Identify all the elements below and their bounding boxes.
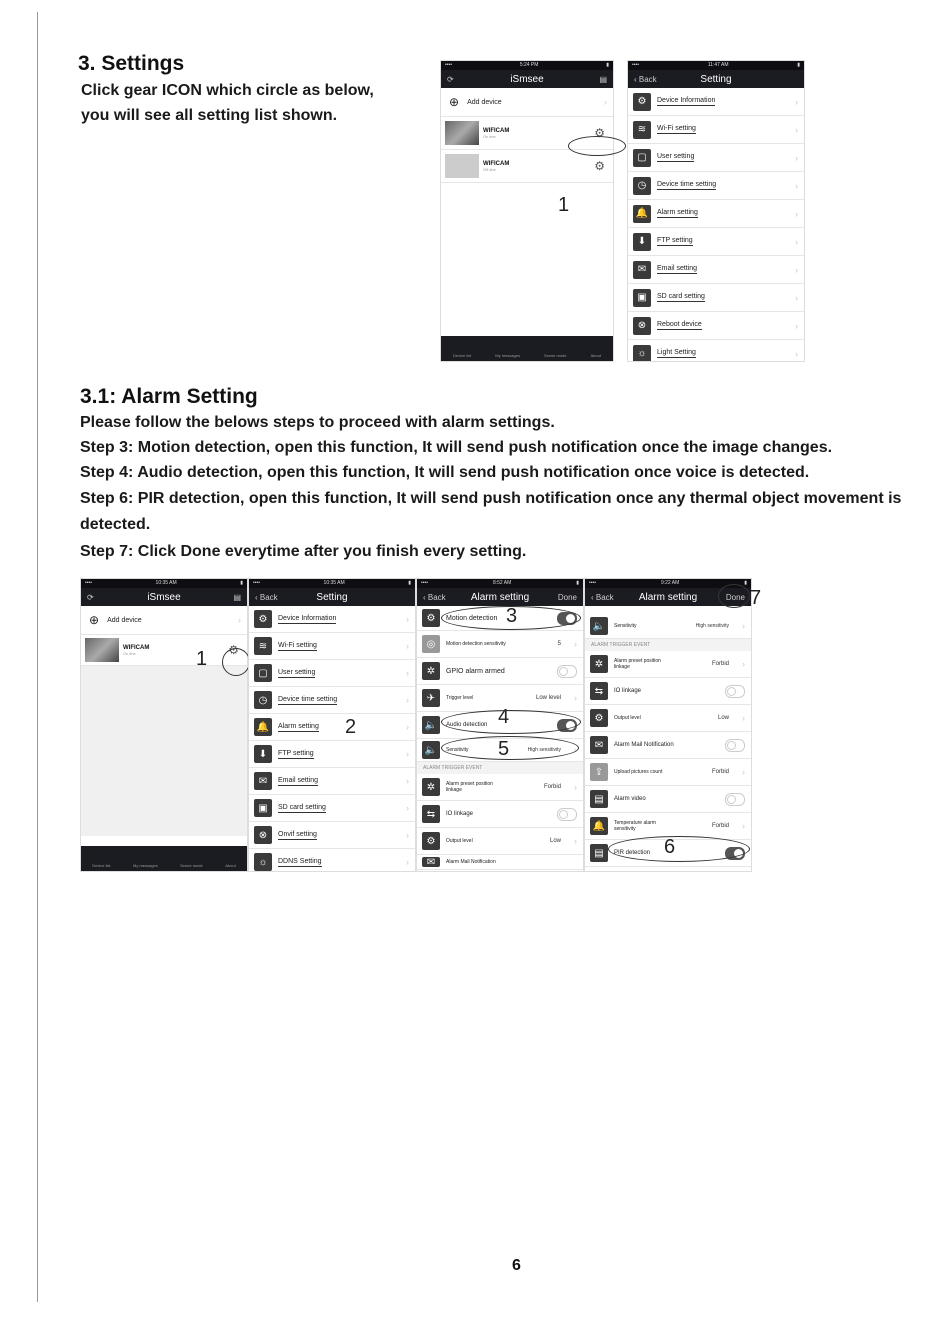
audio-detection-row[interactable]: 🔈 Audio detection bbox=[417, 712, 583, 739]
setting-item-label: Wi-Fi setting bbox=[657, 125, 696, 132]
setting-item-label: Reboot device bbox=[657, 321, 702, 328]
setting-item[interactable] bbox=[628, 256, 804, 284]
sensitivity-row[interactable]: 🔈 Sensitivity High sensitivity › bbox=[585, 614, 751, 639]
output-icon: ⚙ bbox=[590, 709, 608, 727]
chevron-right-icon: › bbox=[406, 749, 409, 759]
status-bar: •••• 11:47 AM ▮ bbox=[628, 61, 804, 70]
trigger-icon: ✈ bbox=[422, 689, 440, 707]
back-button[interactable]: ‹ Back bbox=[634, 74, 657, 84]
setting-item[interactable] bbox=[249, 660, 415, 687]
section-header: ALARM TRIGGER EVENT bbox=[585, 639, 751, 651]
nav-bar bbox=[249, 588, 415, 606]
setting-item-label: FTP setting bbox=[278, 749, 314, 757]
speaker-icon: 🔈 bbox=[422, 741, 440, 759]
setting-item[interactable] bbox=[628, 228, 804, 256]
camera-thumbnail bbox=[85, 638, 119, 662]
wifi-icon: ≋ bbox=[633, 121, 651, 139]
alarm-intro: Please follow the belows steps to proceed with alarm settings. bbox=[80, 414, 555, 431]
tab-messages[interactable]: My messages bbox=[495, 353, 520, 358]
setting-item[interactable] bbox=[249, 768, 415, 795]
refresh-icon[interactable]: ⟳ bbox=[87, 592, 94, 602]
setting-item-label: Device Information bbox=[278, 614, 337, 622]
back-button[interactable]: ‹ Back bbox=[591, 592, 614, 602]
setting-item-label: SD card setting bbox=[657, 293, 705, 300]
download-icon: ⬇ bbox=[633, 233, 651, 251]
alarm-step6a: Step 6: PIR detection, open this function, It will send push notification once any thermal object movement is bbox=[80, 490, 902, 507]
download-icon: ⬇ bbox=[254, 745, 272, 763]
chevron-right-icon: › bbox=[406, 830, 409, 840]
marker-2: 2 bbox=[345, 716, 357, 738]
chevron-right-icon: › bbox=[742, 821, 745, 831]
nav-title: iSmsee bbox=[510, 73, 544, 85]
setting-item[interactable] bbox=[249, 714, 415, 741]
empty-area bbox=[81, 666, 247, 836]
phone-alarm-setting-2 bbox=[584, 578, 752, 872]
alarm-step6b: detected. bbox=[80, 516, 151, 533]
chevron-right-icon: › bbox=[742, 767, 745, 777]
setting-item[interactable] bbox=[249, 633, 415, 660]
mail-toggle[interactable] bbox=[725, 739, 745, 752]
user-icon: ▢ bbox=[633, 149, 651, 167]
temperature-row[interactable]: 🔔 Temperature alarm sensitivity Forbid › bbox=[585, 813, 751, 840]
highlight-ellipse bbox=[222, 648, 250, 676]
chevron-right-icon: › bbox=[795, 264, 798, 275]
chevron-right-icon: › bbox=[406, 803, 409, 813]
chevron-right-icon: › bbox=[795, 152, 798, 163]
tab-about[interactable]: About bbox=[590, 353, 601, 358]
back-button[interactable]: ‹ Back bbox=[255, 592, 278, 602]
gear-icon: ⚙ bbox=[422, 609, 440, 627]
upload-icon: ⇪ bbox=[590, 763, 608, 781]
chevron-right-icon: › bbox=[406, 641, 409, 651]
chevron-right-icon: › bbox=[406, 695, 409, 705]
highlight-ellipse bbox=[608, 836, 750, 862]
setting-item[interactable] bbox=[628, 116, 804, 144]
setting-item-label: Device time setting bbox=[657, 181, 717, 188]
setting-item[interactable] bbox=[628, 284, 804, 312]
status-bar: •••• 10:35 AM ▮ bbox=[81, 579, 247, 588]
chevron-right-icon: › bbox=[574, 782, 577, 792]
nav-title: iSmsee bbox=[147, 591, 181, 603]
io-toggle[interactable] bbox=[557, 808, 577, 821]
add-device-row[interactable]: ⊕ Add device › bbox=[441, 88, 613, 117]
tab-messages[interactable]: My messages bbox=[133, 863, 158, 868]
nav-bar bbox=[628, 70, 804, 88]
alarm-heading: 3.1: Alarm Setting bbox=[80, 385, 258, 408]
chevron-right-icon: › bbox=[574, 836, 577, 846]
phone-device-list-bottom bbox=[80, 578, 248, 872]
mail-icon: ✉ bbox=[422, 857, 440, 867]
chevron-right-icon: › bbox=[795, 124, 798, 135]
light-icon: ☼ bbox=[254, 853, 272, 871]
setting-item-label: Alarm setting bbox=[657, 209, 698, 216]
clock-icon: ◷ bbox=[633, 177, 651, 195]
chevron-right-icon: › bbox=[406, 857, 409, 867]
preset-row[interactable]: ✲ Alarm preset position linkage Forbid › bbox=[417, 774, 583, 801]
setting-item[interactable] bbox=[249, 606, 415, 633]
chevron-right-icon: › bbox=[742, 659, 745, 669]
setting-item[interactable] bbox=[628, 88, 804, 116]
output-icon: ⚙ bbox=[422, 832, 440, 850]
chevron-right-icon: › bbox=[406, 668, 409, 678]
marker-3: 3 bbox=[506, 605, 518, 627]
add-icon: ⊕ bbox=[89, 613, 100, 627]
status-bar: •••• 8:52 AM ▮ bbox=[417, 579, 583, 588]
io-linkage-row[interactable]: ⇆ IO linkage bbox=[417, 801, 583, 828]
sd-card-icon: ▣ bbox=[254, 799, 272, 817]
sensitivity-row[interactable]: 🔈 Sensitivity High sensitivity › bbox=[417, 739, 583, 762]
setting-item[interactable] bbox=[628, 312, 804, 340]
setting-item-label: Onvif setting bbox=[278, 830, 317, 838]
chevron-right-icon: › bbox=[574, 693, 577, 703]
io-linkage-row[interactable]: ⇆ IO linkage bbox=[585, 678, 751, 705]
marker-5: 5 bbox=[498, 738, 510, 760]
light-icon: ☼ bbox=[633, 345, 651, 363]
nav-title: Setting bbox=[316, 591, 348, 603]
speaker-icon: 🔈 bbox=[422, 716, 440, 734]
chevron-right-icon: › bbox=[406, 776, 409, 786]
setting-item[interactable] bbox=[249, 687, 415, 714]
tab-bar bbox=[81, 846, 247, 871]
highlight-ellipse bbox=[441, 710, 581, 734]
output-level-row[interactable]: ⚙ Output level Low › bbox=[417, 828, 583, 855]
chevron-right-icon: › bbox=[238, 615, 241, 625]
setting-item[interactable] bbox=[249, 795, 415, 822]
nav-title: Setting bbox=[700, 73, 732, 85]
tab-about[interactable]: About bbox=[225, 863, 236, 868]
video-toggle[interactable] bbox=[725, 793, 745, 806]
phone-setting-list-bottom bbox=[248, 578, 416, 872]
chevron-right-icon: › bbox=[406, 722, 409, 732]
output-level-row[interactable]: ⚙ Output level Low › bbox=[585, 705, 751, 732]
trigger-level-row[interactable]: ✈ Trigger level Low level › bbox=[417, 685, 583, 712]
gpio-row[interactable]: ✲ GPIO alarm armed bbox=[417, 658, 583, 685]
temperature-icon: 🔔 bbox=[590, 817, 608, 835]
preset-icon: ✲ bbox=[590, 655, 608, 673]
sensitivity-icon: ◎ bbox=[422, 635, 440, 653]
clock-icon: ◷ bbox=[254, 691, 272, 709]
add-device-row[interactable]: ⊕ Add device › bbox=[81, 606, 247, 635]
nav-title: Alarm setting bbox=[638, 591, 698, 603]
done-button[interactable]: Done bbox=[725, 592, 745, 602]
motion-detection-row[interactable]: ⚙ Motion detection bbox=[417, 606, 583, 631]
bell-icon: 🔔 bbox=[254, 718, 272, 736]
chevron-right-icon: › bbox=[795, 236, 798, 247]
chevron-right-icon: › bbox=[795, 320, 798, 331]
settings-heading: 3. Settings bbox=[78, 52, 185, 75]
setting-item-label: DDNS Setting bbox=[278, 857, 322, 865]
chevron-right-icon: › bbox=[795, 348, 798, 359]
gpio-icon: ✲ bbox=[422, 662, 440, 680]
alarm-step4: Step 4: Audio detection, open this function, It will send push notification once voice is detected. bbox=[80, 464, 810, 481]
preset-icon: ✲ bbox=[422, 778, 440, 796]
marker-6: 6 bbox=[664, 836, 676, 858]
setting-item[interactable] bbox=[628, 144, 804, 172]
device-row[interactable]: WIFICAM Off-line ⚙ bbox=[441, 150, 613, 183]
setting-item-label: User setting bbox=[278, 668, 316, 676]
camera-thumbnail bbox=[445, 121, 479, 145]
margin-line bbox=[37, 12, 38, 1302]
settings-line2: you will see all setting list shown. bbox=[81, 107, 338, 124]
phone-setting-list-top bbox=[627, 60, 805, 362]
done-button[interactable]: Done bbox=[557, 592, 577, 602]
video-row[interactable]: ▤ Alarm video bbox=[585, 786, 751, 813]
motion-sensitivity-row[interactable]: ◎ Motion detection sensitivity 5 › bbox=[417, 631, 583, 658]
io-toggle[interactable] bbox=[725, 685, 745, 698]
setting-item[interactable] bbox=[249, 822, 415, 849]
chevron-right-icon: › bbox=[795, 180, 798, 191]
wifi-icon: ≋ bbox=[254, 637, 272, 655]
chevron-right-icon: › bbox=[795, 96, 798, 107]
mail-icon: ✉ bbox=[254, 772, 272, 790]
nav-bar bbox=[441, 70, 613, 88]
setting-item-label: FTP setting bbox=[657, 237, 693, 244]
phone-device-list-top bbox=[440, 60, 614, 362]
setting-item-label: Wi-Fi setting bbox=[278, 641, 317, 649]
chevron-right-icon: › bbox=[574, 639, 577, 649]
chevron-right-icon: › bbox=[795, 292, 798, 303]
sd-card-icon: ▣ bbox=[633, 289, 651, 307]
gear-icon[interactable]: ⚙ bbox=[594, 126, 605, 140]
menu-icon[interactable]: ▤ bbox=[599, 74, 607, 84]
setting-item-label: Alarm setting bbox=[278, 722, 319, 730]
setting-item-label: SD card setting bbox=[278, 803, 326, 811]
chevron-right-icon: › bbox=[742, 713, 745, 723]
chevron-right-icon: › bbox=[795, 208, 798, 219]
tab-bar bbox=[441, 336, 613, 361]
settings-line1: Click gear ICON which circle as below, bbox=[81, 82, 374, 99]
setting-item-label: Device time setting bbox=[278, 695, 338, 703]
nav-bar bbox=[81, 588, 247, 606]
add-icon: ⊕ bbox=[449, 95, 460, 109]
device-row[interactable]: WIFICAM On line ⚙ bbox=[81, 635, 247, 666]
marker-1: 1 bbox=[558, 194, 570, 216]
alarm-step3: Step 3: Motion detection, open this function, It will send push notification once the image changes. bbox=[80, 439, 833, 456]
menu-icon[interactable]: ▤ bbox=[233, 592, 241, 602]
mail-icon: ✉ bbox=[633, 261, 651, 279]
bell-icon: 🔔 bbox=[633, 205, 651, 223]
speaker-icon: 🔈 bbox=[590, 617, 608, 635]
io-icon: ⇆ bbox=[422, 805, 440, 823]
nav-bar bbox=[417, 588, 583, 606]
chevron-right-icon: › bbox=[604, 97, 607, 107]
camera-thumbnail bbox=[445, 154, 479, 178]
status-bar: •••• 10:35 AM ▮ bbox=[249, 579, 415, 588]
back-button[interactable]: ‹ Back bbox=[423, 592, 446, 602]
user-icon: ▢ bbox=[254, 664, 272, 682]
setting-item-label: Email setting bbox=[278, 776, 319, 784]
setting-item[interactable] bbox=[249, 741, 415, 768]
setting-item-label: Email setting bbox=[657, 265, 698, 272]
gear-icon: ⚙ bbox=[633, 93, 651, 111]
marker-7: 7 bbox=[750, 587, 762, 609]
gpio-toggle[interactable] bbox=[557, 665, 577, 678]
highlight-ellipse bbox=[441, 736, 579, 760]
device-row[interactable]: WIFICAM On line ⚙ bbox=[441, 117, 613, 150]
tab-scene[interactable]: Scene mode bbox=[544, 353, 567, 358]
alarm-step7: Step 7: Click Done everytime after you finish every setting. bbox=[80, 543, 527, 560]
tab-device-list[interactable]: Device list bbox=[92, 863, 111, 868]
gear-icon[interactable]: ⚙ bbox=[594, 159, 605, 173]
status-bar: •••• 9:22 AM ▮ bbox=[585, 579, 751, 588]
io-icon: ⇆ bbox=[590, 682, 608, 700]
pir-row[interactable]: ▤ PIR detection bbox=[585, 840, 751, 867]
refresh-icon[interactable]: ⟳ bbox=[447, 74, 454, 84]
reboot-icon: ⊗ bbox=[254, 826, 272, 844]
nav-title: Alarm setting bbox=[470, 591, 530, 603]
upload-row[interactable]: ⇪ Upload pictures count Forbid › bbox=[585, 759, 751, 786]
setting-item[interactable] bbox=[249, 849, 415, 872]
mail-row[interactable]: ✉ Alarm Mail Notification bbox=[585, 732, 751, 759]
setting-item-label: Device Information bbox=[657, 97, 716, 104]
setting-item[interactable] bbox=[628, 172, 804, 200]
gear-icon: ⚙ bbox=[254, 610, 272, 628]
marker-1: 1 bbox=[196, 648, 208, 670]
preset-row[interactable]: ✲ Alarm preset position linkage Forbid › bbox=[585, 651, 751, 678]
marker-4: 4 bbox=[498, 706, 510, 728]
reboot-icon: ⊗ bbox=[633, 317, 651, 335]
gear-icon[interactable]: ⚙ bbox=[228, 643, 239, 657]
page-number: 6 bbox=[512, 1257, 521, 1274]
mail-icon: ✉ bbox=[590, 736, 608, 754]
setting-item-label: Light Setting bbox=[657, 349, 696, 356]
pir-icon: ▤ bbox=[590, 844, 608, 862]
highlight-ellipse bbox=[568, 136, 626, 156]
chevron-right-icon: › bbox=[574, 745, 577, 755]
setting-item[interactable] bbox=[628, 340, 804, 362]
highlight-ellipse bbox=[441, 606, 581, 630]
mail-row[interactable]: ✉ Alarm Mail Notification bbox=[417, 855, 583, 870]
chevron-right-icon: › bbox=[742, 621, 745, 631]
tab-device-list[interactable]: Device list bbox=[453, 353, 472, 358]
section-header: ALARM TRIGGER EVENT bbox=[417, 762, 583, 774]
video-icon: ▤ bbox=[590, 790, 608, 808]
tab-scene[interactable]: Scene mode bbox=[180, 863, 203, 868]
chevron-right-icon: › bbox=[406, 614, 409, 624]
status-bar: •••• 5:24 PM ▮ bbox=[441, 61, 613, 70]
setting-item-label: User setting bbox=[657, 153, 695, 160]
setting-item[interactable] bbox=[628, 200, 804, 228]
